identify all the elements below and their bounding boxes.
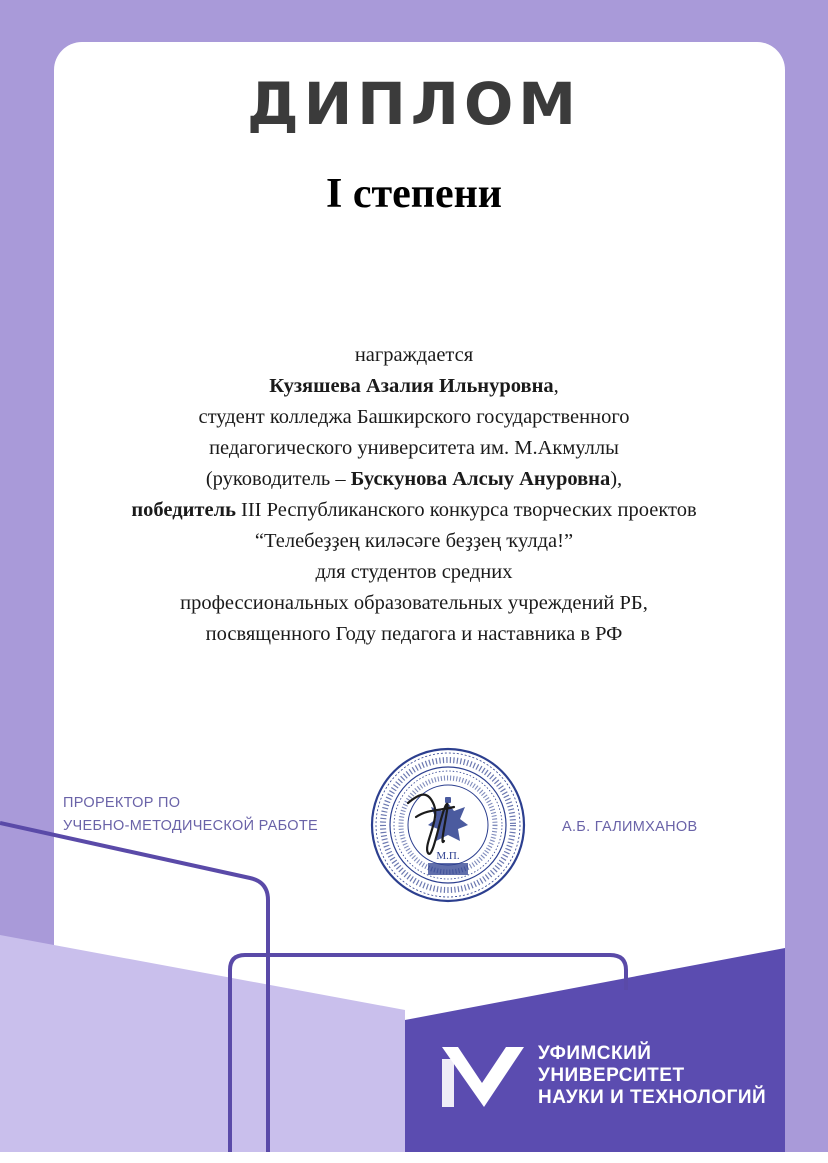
supervisor-line: [40, 464, 788, 495]
signer-position-line1: ПРОРЕКТОР ПО: [63, 795, 181, 811]
diploma-body: [40, 340, 788, 650]
winner-line: [40, 495, 788, 526]
recipient-name: Кузяшева Азалия Ильнуровна: [269, 375, 554, 397]
signer-name: А.Б. ГАЛИМХАНОВ: [562, 819, 698, 835]
university-name-line1: УФИМСКИЙ: [538, 1043, 652, 1064]
for-students-line: для студентов средних: [315, 561, 513, 583]
awarded-text: награждается: [354, 344, 474, 366]
contest-name: “Телебеҙҙең киләсәге беҙҙең ҡулда!”: [254, 530, 574, 552]
signer-position: [63, 792, 318, 838]
supervisor-prefix: (руководитель –: [205, 468, 351, 490]
official-seal-stamp: [368, 745, 528, 905]
signer-position-line2: УЧЕБНО-МЕТОДИЧЕСКОЙ РАБОТЕ: [63, 818, 318, 834]
bottom-margin: [0, 1152, 828, 1163]
institutions-line: профессиональных образовательных учреждений РБ,: [180, 592, 648, 614]
recipient-line: Кузяшева Азалия Ильнуровна,: [269, 375, 559, 397]
diploma-title: ДИПЛОМ: [247, 70, 581, 138]
supervisor-suffix: ),: [610, 468, 623, 490]
university-name: [538, 1043, 766, 1109]
university-line: педагогического университета им. М.Акмуллы: [209, 437, 619, 459]
dedicated-line: посвященного Году педагога и наставника в РФ: [205, 623, 623, 645]
university-name-line3: НАУКИ И ТЕХНОЛОГИЙ: [538, 1087, 767, 1108]
winner-word: победитель: [131, 499, 236, 521]
university-name-line2: УНИВЕРСИТЕТ: [538, 1065, 685, 1086]
student-line: студент колледжа Башкирского государственного: [198, 406, 630, 428]
diploma-degree: I степени: [326, 171, 502, 217]
university-logo-icon: [438, 1043, 528, 1111]
decor-panel-light: [0, 935, 405, 1152]
supervisor-name: Бускунова Алсыу Ануровна: [350, 468, 611, 490]
seal-label: М.П.: [436, 850, 460, 862]
winner-text: III Республиканского конкурса творческих проектов: [235, 499, 697, 521]
